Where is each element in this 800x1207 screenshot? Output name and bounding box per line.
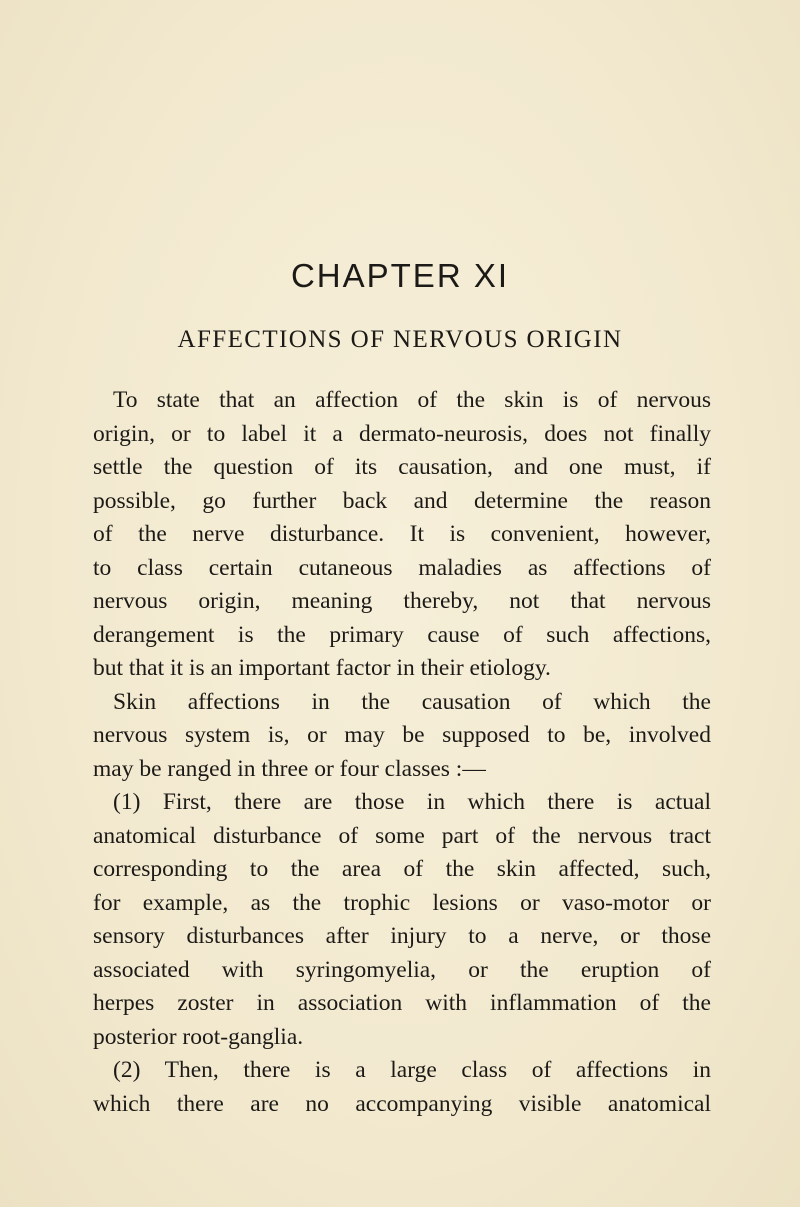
text-line: settle the question of its causation, and one must, if (93, 454, 711, 480)
text-line: corresponding to the area of the skin affected, such, (93, 856, 711, 882)
text-line: may be ranged in three or four classes :— (93, 755, 486, 782)
text-line: (2) Then, there is a large class of affections in (113, 1057, 711, 1083)
text-line: of the nerve disturbance. It is convenient, however, (93, 521, 711, 547)
text-line: for example, as the trophic lesions or vaso-motor or (93, 889, 711, 916)
chapter-title: CHAPTER XI (290, 257, 510, 294)
text-line: herpes zoster in association with inflammation of the (93, 990, 711, 1016)
text-line: which there are no accompanying visible anatomical (93, 1090, 711, 1117)
text-line: associated with syringomyelia, or the eruption of (93, 956, 711, 983)
text-line: (1) First, there are those in which there is actual (113, 789, 711, 815)
text-line: possible, go further back and determine the reason (93, 487, 711, 514)
text-line: Skin affections in the causation of which the (113, 688, 711, 715)
body-text (93, 384, 711, 1121)
text-line: posterior root-ganglia. (93, 1023, 304, 1050)
text-line: origin, or to label it a dermato-neurosis, does not finally (93, 420, 711, 447)
text-line: nervous origin, meaning thereby, not that nervous (93, 588, 711, 614)
text-line: to class certain cutaneous maladies as affections of (93, 554, 711, 581)
text-line: nervous system is, or may be supposed to be, involved (93, 722, 711, 748)
chapter-heading: AFFECTIONS OF NERVOUS ORIGIN (177, 326, 623, 353)
text-line: but that it is an important factor in their etiology. (93, 655, 551, 681)
text-line: sensory disturbances after injury to a nerve, or those (93, 923, 711, 949)
text-line: To state that an affection of the skin is of nervous (113, 387, 711, 413)
text-line: anatomical disturbance of some part of the nervous tract (93, 822, 711, 849)
text-line: derangement is the primary cause of such affections, (93, 621, 711, 648)
